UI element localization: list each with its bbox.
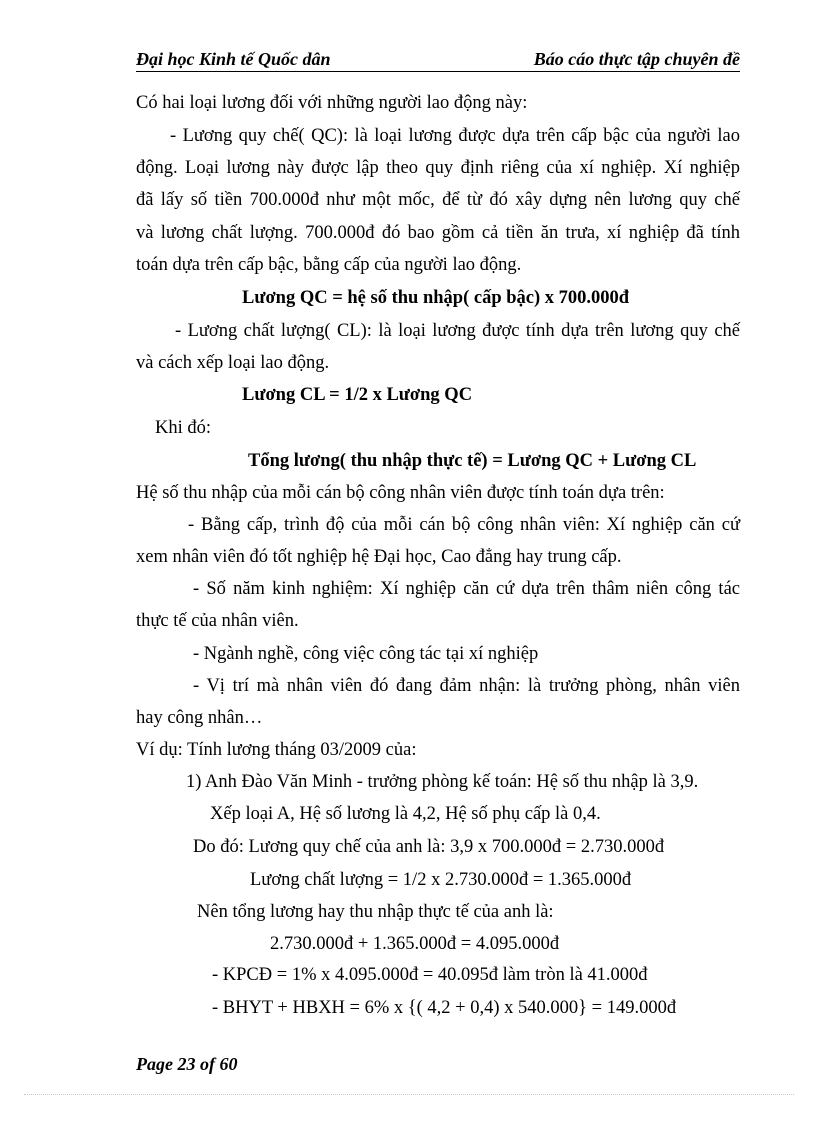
calc-bhyt: - BHYT + HBXH = 6% x {( 4,2 + 0,4) x 540.000} = 149.000đ [212,998,677,1018]
header-report-title: Báo cáo thực tập chuyên đề [533,49,740,69]
kinhnghiem-line: thực tế của nhân viên. [136,611,299,631]
qc-paragraph-line: động. Loại lương này được lập theo quy định riêng của xí nghiệp. Xí nghiệp [136,158,740,178]
vitri-line: - Vị trí mà nhân viên đó đang đảm nhận: là trưởng phòng, nhân viên [193,676,740,696]
page-bottom-divider [24,1094,794,1095]
header-university: Đại học Kinh tế Quốc dân [136,49,331,69]
formula-cl: Lương CL = 1/2 x Lương QC [242,385,473,405]
formula-total: Tổng lương( thu nhập thực tế) = Lương QC + Lương CL [248,451,697,471]
page-header [136,47,740,72]
kinhnghiem-line: - Số năm kinh nghiệm: Xí nghiệp căn cứ dựa trên thâm niên công tác [193,579,740,599]
example-item-line: Xếp loại A, Hệ số lương là 4,2, Hệ số phụ cấp là 0,4. [210,804,601,824]
page-number: Page 23 of 60 [136,1054,238,1074]
qc-paragraph-line: và lương chất lượng. 700.000đ đó bao gồm cả tiền ăn trưa, xí nghiệp đã tính [136,223,740,243]
intro-paragraph: Có hai loại lương đối với những người lao động này: [136,93,528,113]
heso-intro: Hệ số thu nhập của mỗi cán bộ công nhân viên được tính toán dựa trên: [136,483,665,503]
qc-paragraph-line: toán dựa trên cấp bậc, bằng cấp của người lao động. [136,255,522,275]
bangcap-line: - Bằng cấp, trình độ của mỗi cán bộ công nhân viên: Xí nghiệp căn cứ [188,515,740,535]
example-item-line: 1) Anh Đào Văn Minh - trưởng phòng kế toán: Hệ số thu nhập là 3,9. [186,772,699,792]
cl-paragraph-line: và cách xếp loại lao động. [136,353,330,373]
formula-qc: Lương QC = hệ số thu nhập( cấp bậc) x 700.000đ [242,288,630,308]
example-title: Ví dụ: Tính lương tháng 03/2009 của: [136,740,417,760]
bangcap-line: xem nhân viên đó tốt nghiệp hệ Đại học, Cao đẳng hay trung cấp. [136,547,622,567]
vitri-line: hay công nhân… [136,708,263,728]
calc-cl: Lương chất lượng = 1/2 x 2.730.000đ = 1.365.000đ [250,870,632,890]
calc-kpcd: - KPCĐ = 1% x 4.095.000đ = 40.095đ làm tròn là 41.000đ [212,965,648,985]
qc-paragraph-line: đã lấy số tiền 700.000đ như một mốc, để từ đó xây dựng nên lương quy chế [136,190,740,210]
calc-qc: Do đó: Lương quy chế của anh là: 3,9 x 700.000đ = 2.730.000đ [193,837,665,857]
calc-total: 2.730.000đ + 1.365.000đ = 4.095.000đ [270,934,560,954]
qc-paragraph-line: - Lương quy chế( QC): là loại lương được dựa trên cấp bậc của người lao [170,126,740,146]
khi-do-label: Khi đó: [155,418,212,438]
nganhnghe-line: - Ngành nghề, công việc công tác tại xí nghiệp [193,644,539,664]
cl-paragraph-line: - Lương chất lượng( CL): là loại lương được tính dựa trên lương quy chế [175,321,740,341]
calc-total-intro: Nên tổng lương hay thu nhập thực tế của anh là: [197,902,554,922]
